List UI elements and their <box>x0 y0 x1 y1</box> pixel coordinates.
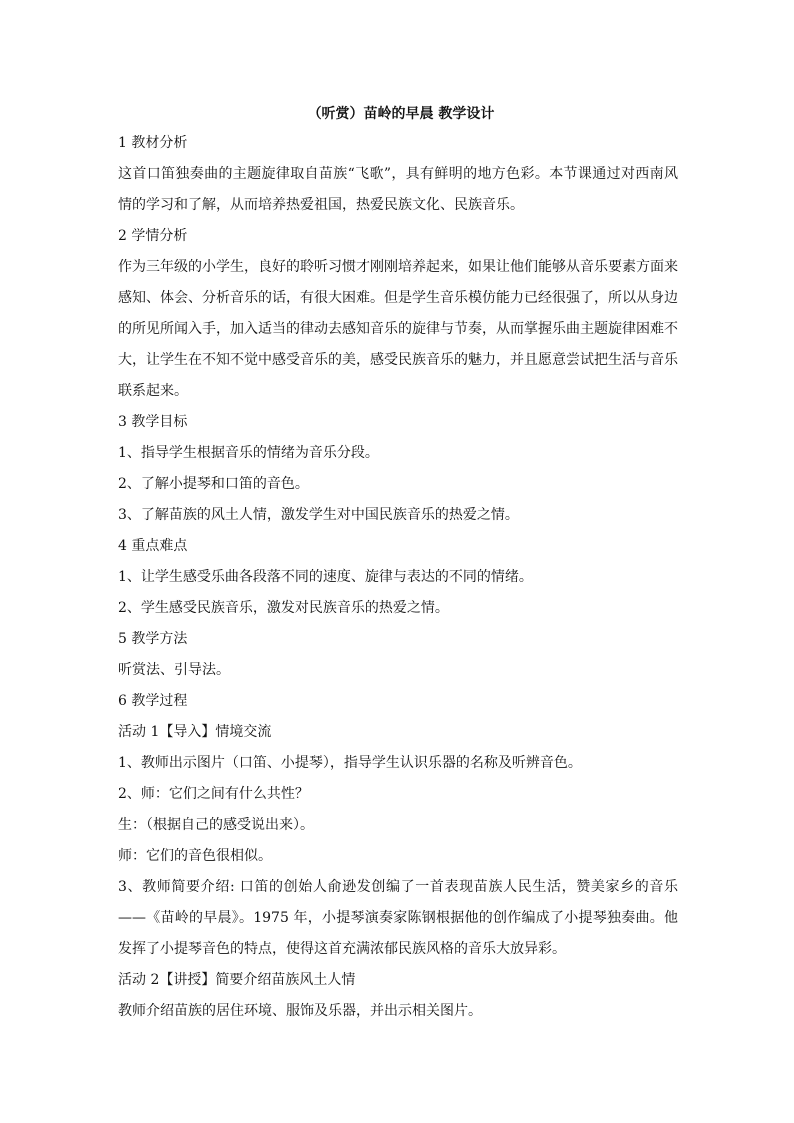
goal-item-3: 3、了解苗族的风土人情，激发学生对中国民族音乐的热爱之情。 <box>118 507 519 523</box>
process-step-2: 2、师：它们之间有什么共性？ <box>118 786 309 802</box>
section-heading-methods: 5 教学方法 <box>118 631 188 647</box>
teacher-response: 师：它们的音色很相似。 <box>118 848 272 864</box>
document-body <box>118 100 678 1027</box>
activity-2-title: 活动 2【讲授】简要介绍苗族风土人情 <box>118 972 356 988</box>
goal-item-1: 1、指导学生根据音乐的情绪为音乐分段。 <box>118 445 379 461</box>
key-point-item-2: 2、学生感受民族音乐，激发对民族音乐的热爱之情。 <box>118 600 449 616</box>
paragraph-methods: 听赏法、引导法。 <box>118 662 230 678</box>
student-response: 生：（根据自己的感受说出来）。 <box>118 817 314 833</box>
process-step-3: 3、教师简要介绍: 口笛的创始人俞逊发创编了一首表现苗族人民生活，赞美家乡的音乐——《苗岭的早晨》。1975 年，小提琴演奏家陈钢根据他的创作编成了小提琴独奏曲。他发挥了小提琴音色的特点，使得这首充满浓郁民族风格的音乐大放异彩。 <box>118 879 678 957</box>
activity-1-title: 活动 1【导入】情境交流 <box>118 724 272 740</box>
key-point-item-1: 1、让学生感受乐曲各段落不同的速度、旋律与表达的不同的情绪。 <box>118 569 533 585</box>
section-heading-key-points: 4 重点难点 <box>118 538 188 554</box>
section-heading-student-analysis: 2 学情分析 <box>118 228 188 244</box>
paragraph-student-analysis: 作为三年级的小学生，良好的聆听习惯才刚刚培养起来，如果让他们能够从音乐要素方面来感知、体会、分析音乐的话，有很大困难。但是学生音乐模仿能力已经很强了，所以从身边的所见所闻入手，加入适当的律动去感知音乐的旋律与节奏，从而掌握乐曲主题旋律困难不大，让学生在不知不觉中感受音乐的美，感受民族音乐的魅力，并且愿意尝试把生活与音乐联系起来。 <box>118 259 678 399</box>
paragraph-material-analysis: 这首口笛独奏曲的主题旋律取自苗族“飞歌”，具有鲜明的地方色彩。本节课通过对西南风情的学习和了解，从而培养热爱祖国，热爱民族文化、民族音乐。 <box>118 166 678 213</box>
section-heading-teaching-material: 1 教材分析 <box>118 135 188 151</box>
section-heading-goals: 3 教学目标 <box>118 414 188 430</box>
document-title: （听赏）苗岭的早晨 教学设计 <box>307 106 495 122</box>
goal-item-2: 2、了解小提琴和口笛的音色。 <box>118 476 309 492</box>
paragraph-activity-2: 教师介绍苗族的居住环境、服饰及乐器，并出示相关图片。 <box>118 1003 482 1019</box>
process-step-1: 1、教师出示图片（口笛、小提琴），指导学生认识乐器的名称及听辨音色。 <box>118 755 582 771</box>
section-heading-process: 6 教学过程 <box>118 693 188 709</box>
